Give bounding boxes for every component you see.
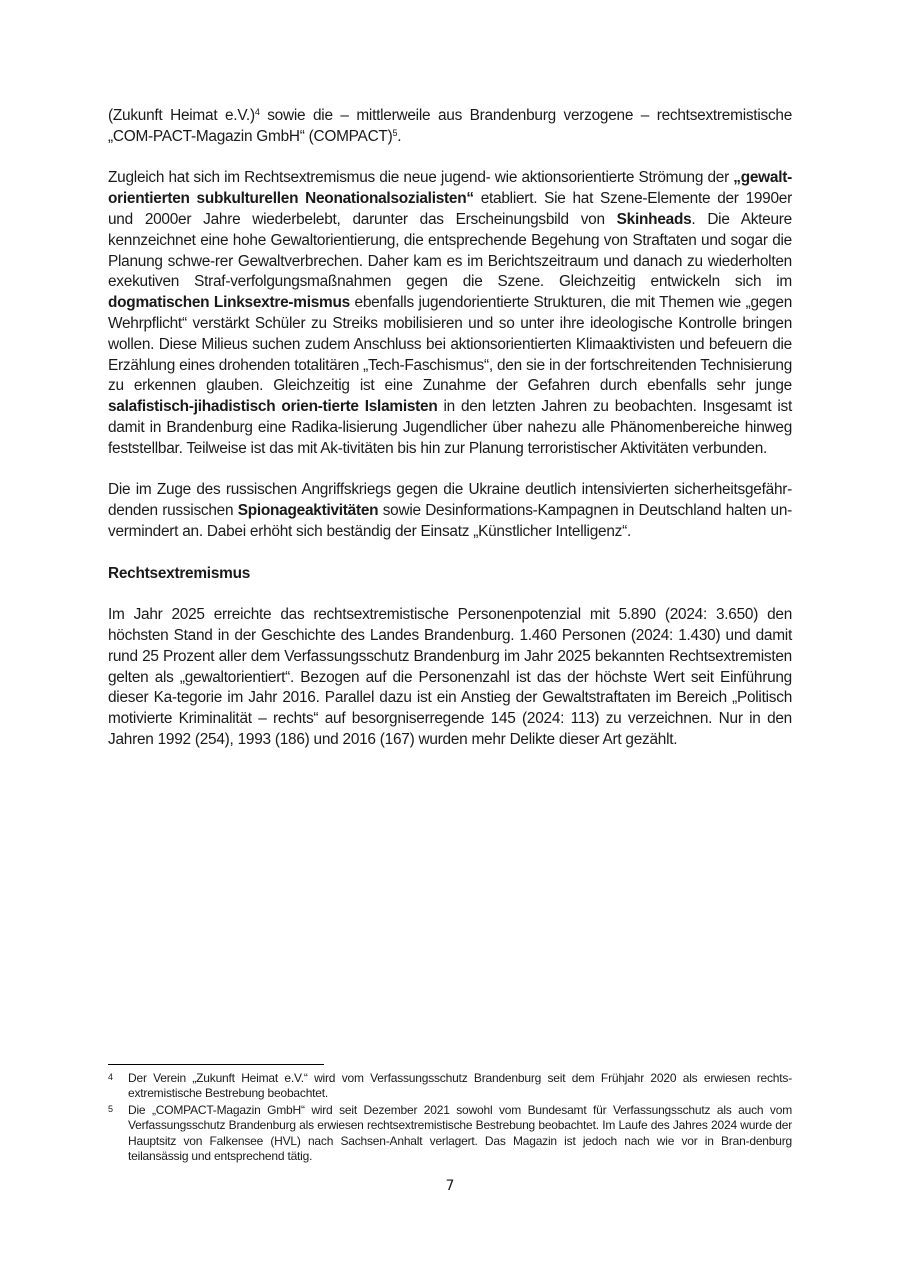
bold-term: Skinheads xyxy=(616,210,692,228)
footnote-5 xyxy=(108,1103,792,1165)
text-run: ebenfalls jugendorientierte Strukturen, die mit Themen wie „gegen Wehrpflicht“ verstärkt Schüler zu Streiks mobilisieren und so unter ihre ideologische Kontrolle bringen wollen. Diese Milieus suchen zudem Anschluss bei aktionsorientierten Klimaaktivisten und befeuern die Erzählung eines drohenden totalitären „Tech-Faschismus“, den sie in der fortschreitenden Technisierung zu erkennen glauben. Gleichzeitig ist eine Zunahme der Gefahren durch ebenfalls sehr junge xyxy=(108,294,792,395)
bold-term: dogmatischen Linksextre-mismus xyxy=(108,294,350,312)
footnote-number: 5 xyxy=(108,1103,113,1114)
text-run: sowie Desinformations-Kampagnen in Deutschland halten un-vermindert an. Dabei erhöht sich beständig der Einsatz „Künstlicher Intelligenz“. xyxy=(108,502,792,540)
footnotes xyxy=(108,1071,792,1165)
text-run: . Die Akteure kennzeichnet eine hohe Gewaltorientierung, die entsprechende Begehung von Straftaten und sogar die Planung schwe-rer Gewaltverbrechen. Daher kam es im Berichtszeitraum und danach zu wiederholten exekutiven Straf-verfolgungsmaßnahmen gegen die Szene. Gleichzeitig entwickeln sich im xyxy=(108,210,792,291)
text-run: (Zukunft Heimat e.V.) xyxy=(108,107,255,124)
footnote-ref[interactable]: 5 xyxy=(392,127,398,138)
text-run: sowie die – mittlerweile aus Brandenburg verzogene – rechtsextremistische „COM-PACT-Magazin GmbH“ (COMPACT) xyxy=(108,107,793,145)
footnote-ref[interactable]: 4 xyxy=(254,107,260,117)
footnote-text: Der Verein „Zukunft Heimat e.V.“ wird vom Verfassungsschutz Brandenburg seit dem Frühjahr 2020 als erwiesen rechts-extremistische Bestrebung beobachtet. xyxy=(128,1071,792,1101)
footnote-separator xyxy=(108,1064,324,1065)
footnote-number: 4 xyxy=(108,1072,113,1082)
page-number: 7 xyxy=(445,1178,455,1194)
section-heading: Rechtsextremismus xyxy=(108,564,251,582)
paragraph-youth-extremism xyxy=(108,168,792,459)
text-run: etabliert. Sie hat Szene-Elemente der 1990er und 2000er Jahre wiederbelebt, darunter das Erscheinungsbild von xyxy=(108,190,792,228)
bold-term: „gewalt-orientierten subkulturellen Neonationalsozialisten“ xyxy=(108,169,792,208)
footnote-4 xyxy=(108,1071,792,1102)
paragraph-espionage xyxy=(108,480,792,542)
bold-term: salafistisch-jihadistisch orien-tierte Islamisten xyxy=(108,398,438,416)
footnote-text: Die „COMPACT-Magazin GmbH“ wird seit Dezember 2021 sowohl vom Bundesamt für Verfassungsschutz als auch vom Verfassungsschutz Brandenburg als erwiesen rechtsextremistische Bestrebung beobachtet. Im Laufe des Jahres 2024 wurde der Hauptsitz von Falkensee (HVL) nach Sachsen-Anhalt verlagert. Das Magazin ist jedoch nach wie vor in Bran-denburg teilansässig und entsprechend tätig. xyxy=(128,1102,792,1164)
bold-term: Spionageaktivitäten xyxy=(237,502,379,520)
document-body xyxy=(108,106,792,772)
text-run: Zugleich hat sich im Rechtsextremismus die neue jugend- wie aktionsorientierte Strömung der xyxy=(108,169,734,187)
text-run: Die im Zuge des russischen Angriffskriegs gegen die Ukraine deutlich intensivierten sicherheitsgefähr-denden russischen xyxy=(108,481,792,520)
text-run: . xyxy=(397,127,402,145)
paragraph-intro xyxy=(108,106,792,148)
text-run: in den letzten Jahren zu beobachten. Insgesamt ist damit in Brandenburg eine Radika-lisierung Jugendlicher über nahezu alle Phänomenbereiche hinweg feststellbar. Teilweise ist das mit Ak-tivitäten bis hin zur Planung terroristischer Aktivitäten verbunden. xyxy=(108,398,793,457)
paragraph-right-wing-statistics: Im Jahr 2025 erreichte das rechtsextremistische Personenpotenzial mit 5.890 (2024: 3.650) den höchsten Stand in der Geschichte des Landes Brandenburg. 1.460 Personen (2024: 1.430) und damit rund 25 Prozent aller dem Verfassungsschutz Brandenburg im Jahr 2025 bekannten Rechtsextremisten gelten als „gewaltorientiert“. Bezogen auf die Personenzahl ist das der höchste Wert seit Einführung dieser Ka-tegorie im Jahr 2016. Parallel dazu ist ein Anstieg der Gewaltstraftaten im Bereich „Politisch motivierte Kriminalität – rechts“ auf besorgniserregende 145 (2024: 113) zu verzeichnen. Nur in den Jahren 1992 (254), 1993 (186) und 2016 (167) wurden mehr Delikte dieser Art gezählt. xyxy=(108,606,792,748)
